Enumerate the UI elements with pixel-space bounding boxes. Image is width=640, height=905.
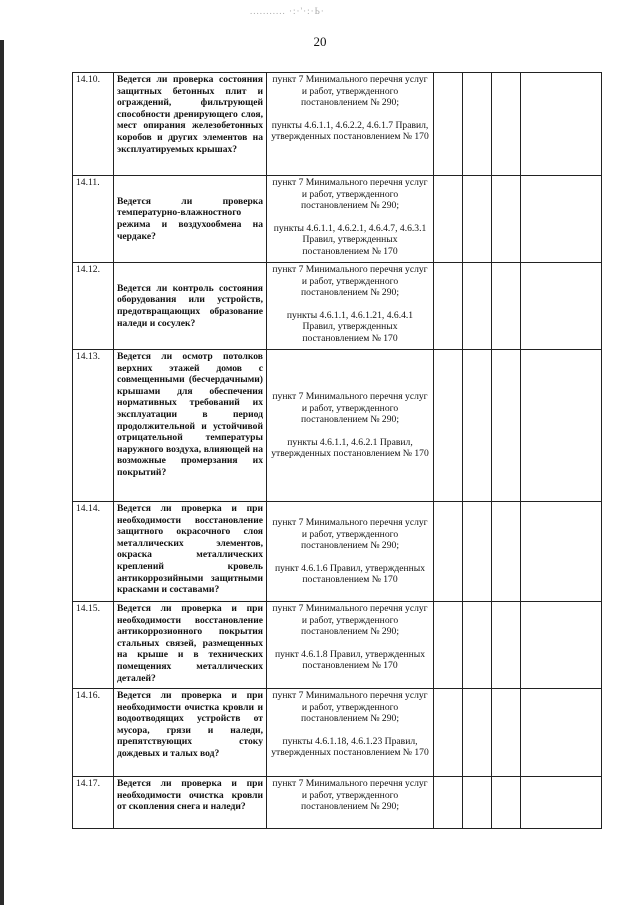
reference-cell: [267, 689, 434, 777]
reference-text: пункт 7 Минимального перечня услуг и работ, утвержденного постановлением № 290;: [272, 517, 428, 552]
row-number: 14.17.: [73, 777, 114, 829]
table-row: [73, 777, 602, 829]
answer-no-cell[interactable]: [463, 689, 492, 777]
answer-na-cell[interactable]: [492, 777, 521, 829]
answer-na-cell[interactable]: [492, 263, 521, 350]
scan-edge-bar: [0, 40, 4, 905]
question-cell: Ведется ли проверка и при необходимости восстановление антикоррозионного покрытия стальных связей, размещенных на крыше и в технических помещениях металлических деталей?: [114, 602, 267, 689]
comment-cell[interactable]: [521, 777, 602, 829]
answer-na-cell[interactable]: [492, 602, 521, 689]
answer-yes-cell[interactable]: [434, 777, 463, 829]
reference-text: пункт 7 Минимального перечня услуг и работ, утвержденного постановлением № 290;: [272, 264, 428, 299]
question-cell: Ведется ли контроль состояния оборудования или устройств, предотвращающих образование наледи и сосулек?: [114, 263, 267, 350]
answer-na-cell[interactable]: [492, 502, 521, 602]
answer-no-cell[interactable]: [463, 602, 492, 689]
reference-cell: [267, 602, 434, 689]
row-number: 14.14.: [73, 502, 114, 602]
question-cell: Ведется ли проверка состояния защитных бетонных плит и ограждений, фильтрующей способности дренирующего слоя, мест опирания железобетонных коробов и других элементов на эксплуатируемых крышах?: [114, 73, 267, 176]
comment-cell[interactable]: [521, 176, 602, 263]
table-row: [73, 73, 602, 176]
reference-text: пункт 7 Минимального перечня услуг и работ, утвержденного постановлением № 290;: [272, 74, 428, 109]
answer-na-cell[interactable]: [492, 176, 521, 263]
row-number: 14.11.: [73, 176, 114, 263]
reference-text: пункты 4.6.1.1, 4.6.2.1, 4.6.4.7, 4.6.3.1 Правил, утвержденных постановлением № 170: [273, 222, 427, 257]
reference-text: пункт 7 Минимального перечня услуг и работ, утвержденного постановлением № 290;: [272, 391, 428, 426]
answer-no-cell[interactable]: [463, 350, 492, 502]
question-cell: Ведется ли проверка и при необходимости очистка кровли и водоотводящих устройств от мусора, грязи и наледи, препятствующих стоку дождевых и талых вод?: [114, 689, 267, 777]
reference-text: пункт 4.6.1.6 Правил, утвержденных постановлением № 170: [274, 562, 425, 586]
page-number: 20: [313, 34, 327, 49]
reference-text: пункты 4.6.1.1, 4.6.1.21, 4.6.4.1 Правил, утвержденных постановлением № 170: [286, 309, 414, 344]
comment-cell[interactable]: [521, 263, 602, 350]
answer-yes-cell[interactable]: [434, 502, 463, 602]
question-cell: Ведется ли проверка и при необходимости очистка кровли от скопления снега и наледи?: [114, 777, 267, 829]
reference-cell: [267, 777, 434, 829]
row-number: 14.16.: [73, 689, 114, 777]
reference-text: пункт 7 Минимального перечня услуг и работ, утвержденного постановлением № 290;: [272, 778, 428, 813]
comment-cell[interactable]: [521, 689, 602, 777]
table-row: [73, 502, 602, 602]
reference-cell: [267, 350, 434, 502]
comment-cell[interactable]: [521, 502, 602, 602]
answer-no-cell[interactable]: [463, 73, 492, 176]
scan-mark: ........... ·:·'·:·Ь·: [250, 6, 325, 16]
reference-text: пункты 4.6.1.1, 4.6.2.2, 4.6.1.7 Правил, утвержденных постановлением № 170: [271, 119, 429, 143]
answer-no-cell[interactable]: [463, 176, 492, 263]
answer-no-cell[interactable]: [463, 777, 492, 829]
checklist-table: [72, 72, 602, 829]
reference-cell: [267, 73, 434, 176]
reference-cell: [267, 176, 434, 263]
answer-yes-cell[interactable]: [434, 263, 463, 350]
reference-text: пункты 4.6.1.1, 4.6.2.1 Правил, утвержденных постановлением № 170: [271, 436, 429, 460]
answer-yes-cell[interactable]: [434, 350, 463, 502]
reference-cell: [267, 502, 434, 602]
answer-na-cell[interactable]: [492, 350, 521, 502]
reference-text: пункт 7 Минимального перечня услуг и работ, утвержденного постановлением № 290;: [272, 177, 428, 212]
row-number: 14.12.: [73, 263, 114, 350]
answer-no-cell[interactable]: [463, 263, 492, 350]
table-row: [73, 689, 602, 777]
table-row: [73, 263, 602, 350]
answer-no-cell[interactable]: [463, 502, 492, 602]
row-number: 14.10.: [73, 73, 114, 176]
table-row: [73, 350, 602, 502]
reference-text: пункты 4.6.1.18, 4.6.1.23 Правил, утвержденных постановлением № 170: [271, 735, 429, 759]
answer-na-cell[interactable]: [492, 689, 521, 777]
row-number: 14.13.: [73, 350, 114, 502]
reference-text: пункт 7 Минимального перечня услуг и работ, утвержденного постановлением № 290;: [272, 690, 428, 725]
reference-text: пункт 4.6.1.8 Правил, утвержденных постановлением № 170: [274, 648, 425, 672]
table-row: [73, 602, 602, 689]
answer-na-cell[interactable]: [492, 73, 521, 176]
comment-cell[interactable]: [521, 73, 602, 176]
question-cell: Ведется ли проверка и при необходимости восстановление защитного окрасочного слоя металлических элементов, окраска металлических креплений кровель антикоррозийными защитными красками и составами?: [114, 502, 267, 602]
question-cell: Ведется ли проверка температурно-влажностного режима и воздухообмена на чердаке?: [114, 176, 267, 263]
comment-cell[interactable]: [521, 602, 602, 689]
answer-yes-cell[interactable]: [434, 689, 463, 777]
answer-yes-cell[interactable]: [434, 602, 463, 689]
question-cell: Ведется ли осмотр потолков верхних этажей домов с совмещенными (бесчердачными) крышами для обеспечения нормативных требований их эксплуатации в период продолжительной и устойчивой отрицательной температуры наружного воздуха, влияющей на возможные промерзания их покрытий?: [114, 350, 267, 502]
answer-yes-cell[interactable]: [434, 176, 463, 263]
answer-yes-cell[interactable]: [434, 73, 463, 176]
table-row: [73, 176, 602, 263]
comment-cell[interactable]: [521, 350, 602, 502]
row-number: 14.15.: [73, 602, 114, 689]
reference-text: пункт 7 Минимального перечня услуг и работ, утвержденного постановлением № 290;: [272, 603, 428, 638]
reference-cell: [267, 263, 434, 350]
